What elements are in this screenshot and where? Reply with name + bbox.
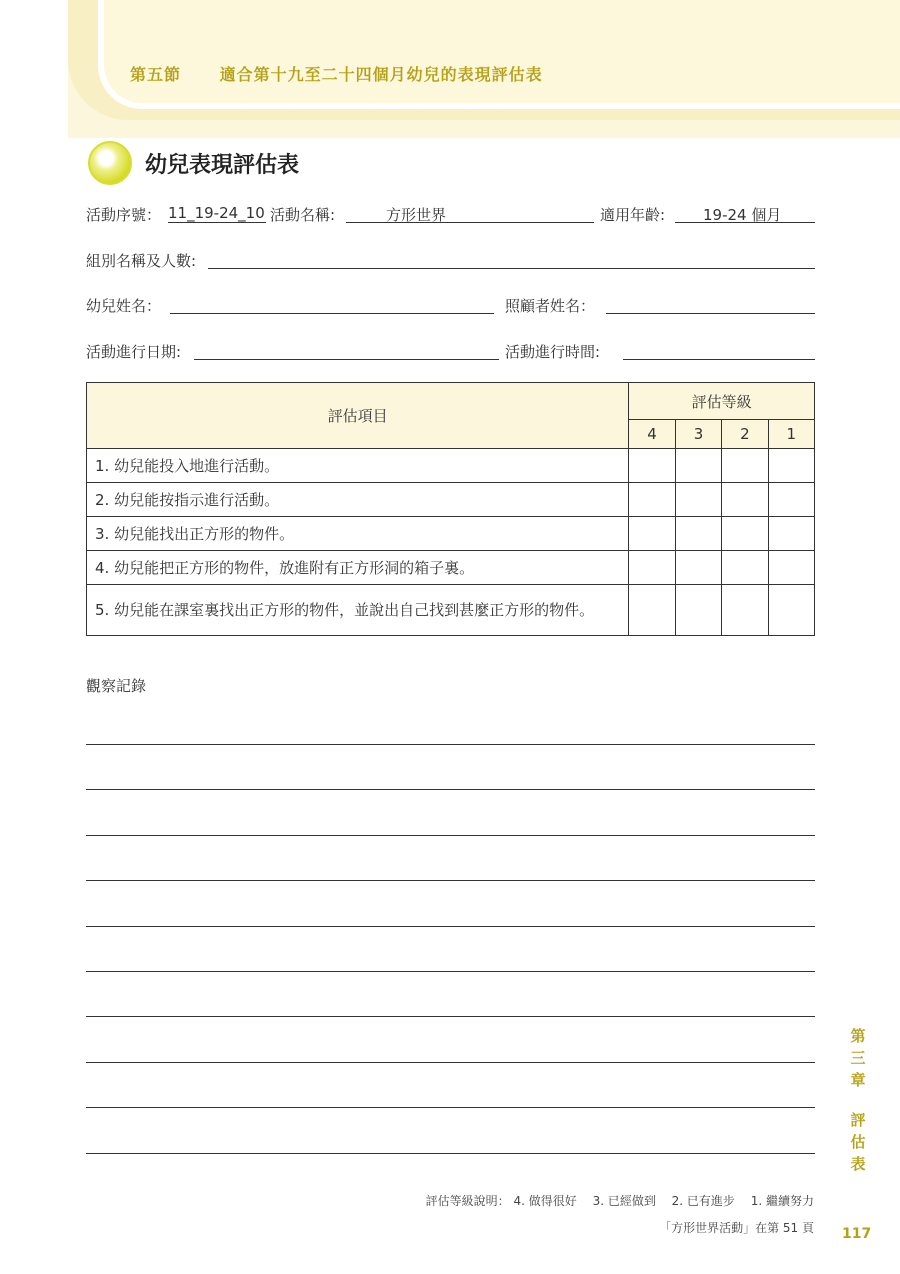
grade-cell[interactable] <box>675 483 721 517</box>
grade-cell[interactable] <box>629 483 675 517</box>
observation-line[interactable] <box>86 835 815 836</box>
observation-line[interactable] <box>86 880 815 881</box>
chapter-side-tab <box>848 1025 868 1175</box>
grade-cell[interactable] <box>675 449 721 483</box>
circle-bullet-icon <box>88 141 132 185</box>
page-number: 117 <box>842 1226 872 1242</box>
age-field[interactable] <box>675 204 815 223</box>
grade-cell[interactable] <box>629 551 675 585</box>
item-text: 3. 幼兒能找出正方形的物件。 <box>87 517 629 551</box>
child-name-field[interactable] <box>170 295 494 314</box>
table-row <box>87 585 815 636</box>
table-row <box>87 483 815 517</box>
child-name-label: 幼兒姓名： <box>86 297 162 315</box>
caregiver-label: 照顧者姓名： <box>505 297 596 315</box>
grade-2-header: 2 <box>722 420 768 449</box>
time-label: 活動進行時間: <box>505 343 601 361</box>
observation-title: 觀察記錄 <box>86 677 147 695</box>
chapter-label: 第 三 章 <box>850 1027 866 1089</box>
table-row <box>87 449 815 483</box>
evaluation-table <box>86 382 815 636</box>
activity-no-label: 活動序號： <box>86 206 162 224</box>
grade-cell[interactable] <box>768 551 814 585</box>
item-text: 1. 幼兒能投入地進行活動。 <box>87 449 629 483</box>
time-field[interactable] <box>623 341 815 360</box>
table-row <box>87 551 815 585</box>
item-text: 5. 幼兒能在課室裏找出正方形的物件，並說出自己找到甚麼正方形的物件。 <box>87 585 629 636</box>
grade-cell[interactable] <box>629 449 675 483</box>
observation-line[interactable] <box>86 926 815 927</box>
group-field[interactable] <box>208 250 815 269</box>
chapter-topic: 評 估 表 <box>850 1111 866 1173</box>
item-text: 2. 幼兒能按指示進行活動。 <box>87 483 629 517</box>
age-value: 19-24 個月 <box>703 206 782 224</box>
form-title: 幼兒表現評估表 <box>145 153 300 178</box>
item-header: 評估項目 <box>87 383 629 449</box>
grade-cell[interactable] <box>768 449 814 483</box>
observation-line[interactable] <box>86 1107 815 1108</box>
section-number: 第五節 <box>130 65 182 84</box>
header-margin <box>0 0 68 138</box>
grade-cell[interactable] <box>722 517 768 551</box>
grade-3-header: 3 <box>675 420 721 449</box>
grade-cell[interactable] <box>675 517 721 551</box>
grade-cell[interactable] <box>722 483 768 517</box>
grade-cell[interactable] <box>675 585 721 636</box>
grade-cell[interactable] <box>722 585 768 636</box>
observation-line[interactable] <box>86 1016 815 1017</box>
grade-legend: 評估等級說明： 4. 做得很好 3. 已經做到 2. 已有進步 1. 繼續努力 <box>425 1194 814 1208</box>
item-text: 4. 幼兒能把正方形的物件，放進附有正方形洞的箱子裏。 <box>87 551 629 585</box>
grade-cell[interactable] <box>629 517 675 551</box>
grade-cell[interactable] <box>768 585 814 636</box>
age-label: 適用年齡: <box>600 206 666 224</box>
grade-cell[interactable] <box>768 483 814 517</box>
observation-line[interactable] <box>86 1153 815 1154</box>
grade-1-header: 1 <box>768 420 814 449</box>
activity-name-label: 活動名稱: <box>270 206 336 224</box>
grade-cell[interactable] <box>722 551 768 585</box>
activity-name-field[interactable] <box>346 204 594 223</box>
observation-line[interactable] <box>86 971 815 972</box>
grade-cell[interactable] <box>722 449 768 483</box>
section-title: 適合第十九至二十四個月幼兒的表現評估表 <box>219 65 543 84</box>
group-label: 組別名稱及人數: <box>86 252 197 270</box>
observation-line[interactable] <box>86 1062 815 1063</box>
grade-4-header: 4 <box>629 420 675 449</box>
grade-header: 評估等級 <box>629 383 815 420</box>
grade-cell[interactable] <box>629 585 675 636</box>
table-header-row <box>87 383 815 420</box>
table-row <box>87 517 815 551</box>
grade-cell[interactable] <box>675 551 721 585</box>
grade-cell[interactable] <box>768 517 814 551</box>
observation-line[interactable] <box>86 789 815 790</box>
header-arc-inner-decoration <box>98 0 900 109</box>
date-label: 活動進行日期: <box>86 343 182 361</box>
observation-line[interactable] <box>86 744 815 745</box>
caregiver-field[interactable] <box>606 295 815 314</box>
running-header <box>130 62 543 85</box>
date-field[interactable] <box>194 341 499 360</box>
activity-no-value: 11_19-24_10 <box>168 204 265 222</box>
activity-name-value: 方形世界 <box>386 206 447 224</box>
activity-no-field[interactable] <box>168 204 266 223</box>
page-reference: 「方形世界活動」在第 51 頁 <box>659 1221 814 1235</box>
